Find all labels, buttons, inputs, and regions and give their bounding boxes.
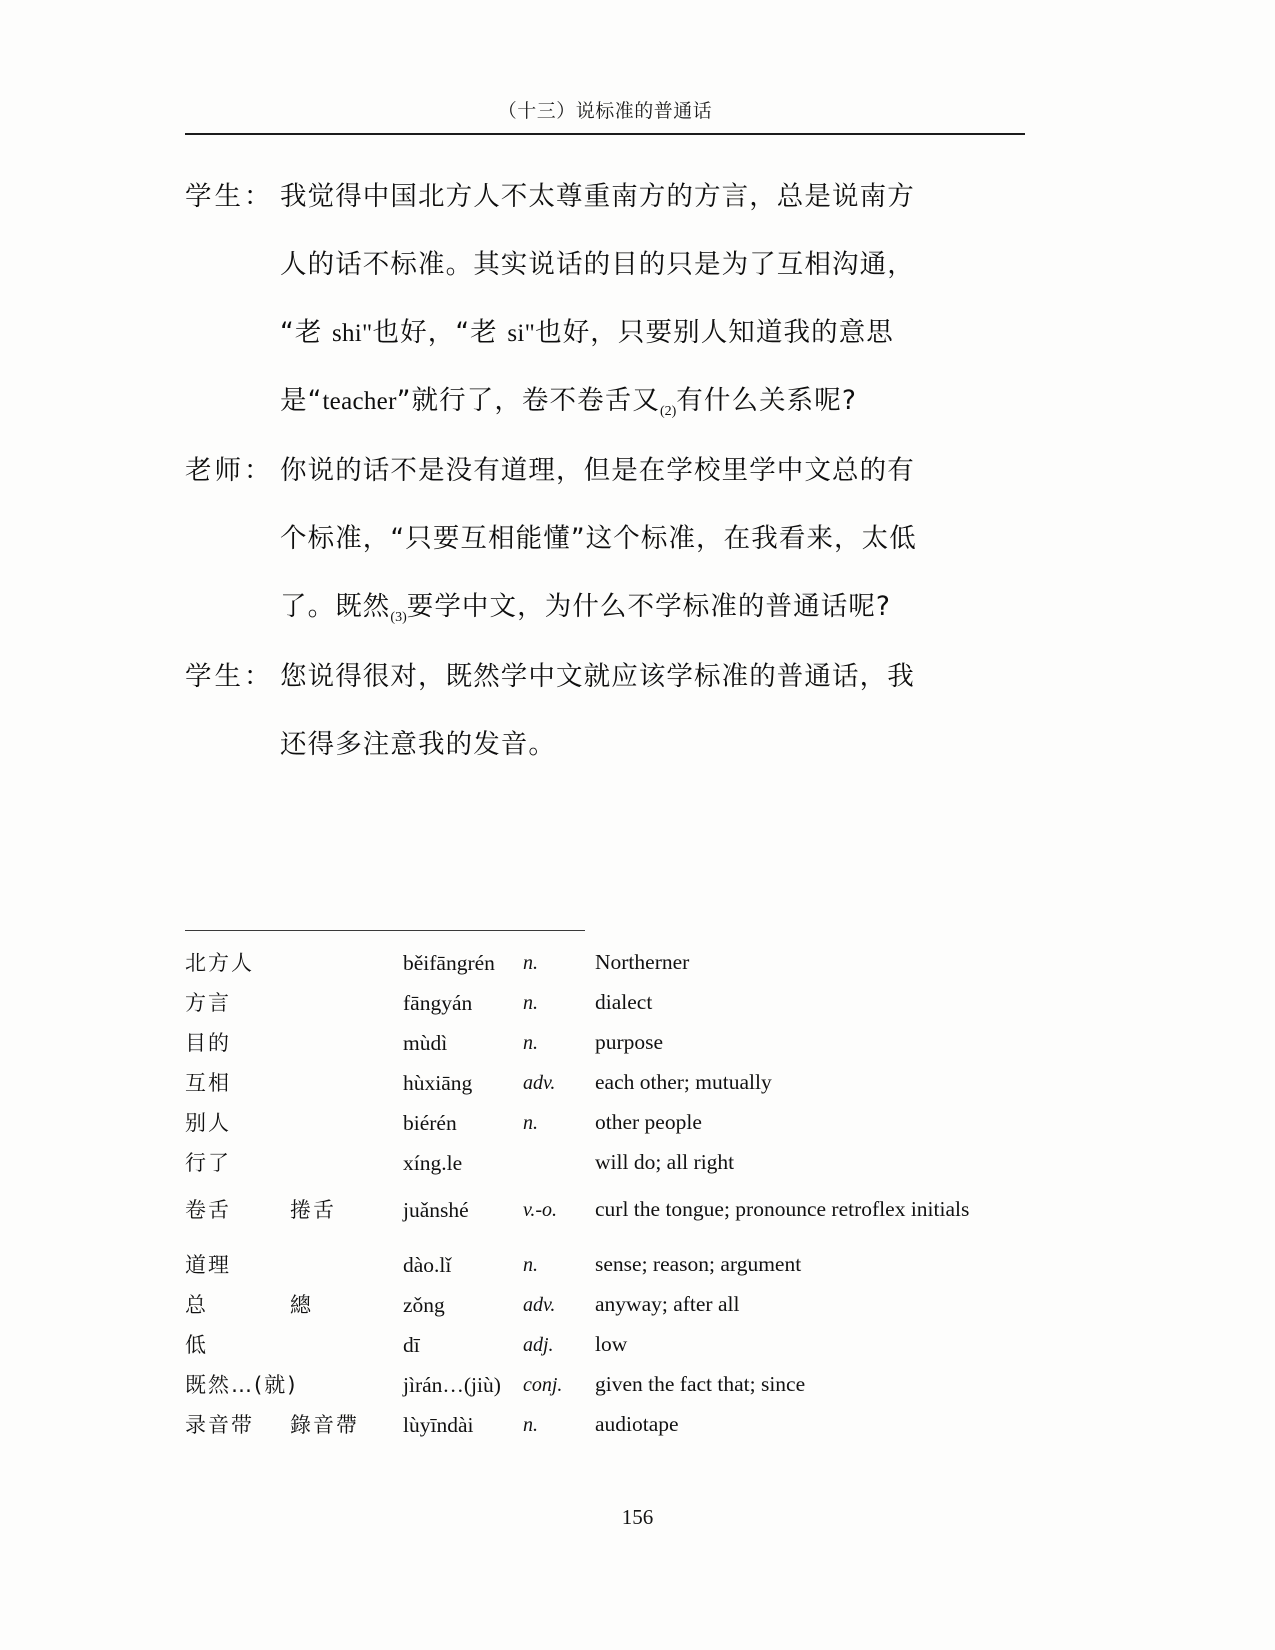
- dialogue-line: [185, 643, 1045, 711]
- vocabulary-row: [185, 1405, 1065, 1445]
- vocab-simplified: 卷舌: [185, 1198, 231, 1222]
- vocabulary-row: [185, 1245, 1065, 1285]
- han-text: ”就行了，卷不卷舌又: [396, 385, 660, 416]
- vocab-traditional: 錄音帶: [290, 1413, 359, 1437]
- han-text: 我觉得中国北方人不太尊重南方的方言，总是说南方: [280, 181, 915, 212]
- vocabulary-list: [185, 943, 1065, 1445]
- vocab-part-of-speech: n.: [523, 992, 538, 1014]
- latin-term: shi": [331, 320, 373, 347]
- vocab-pinyin: dào.lǐ: [403, 1253, 452, 1277]
- vocab-pinyin: dī: [403, 1333, 420, 1357]
- note-reference: (2): [659, 404, 677, 419]
- vocab-pinyin: lùyīndài: [403, 1413, 474, 1437]
- vocab-simplified: 北方人: [185, 951, 254, 975]
- header-divider: [185, 133, 1025, 135]
- vocab-definition: low: [595, 1332, 628, 1356]
- vocabulary-row: [185, 1103, 1065, 1143]
- vocab-simplified: 行了: [185, 1151, 231, 1175]
- vocab-part-of-speech: adj.: [523, 1334, 554, 1356]
- vocab-part-of-speech: adv.: [523, 1072, 556, 1094]
- han-text: 是“: [280, 385, 323, 416]
- vocabulary-row: [185, 1063, 1065, 1103]
- dialogue-line: [185, 299, 1045, 367]
- han-text: 也好，只要别人知道我的意思: [535, 317, 894, 348]
- vocab-part-of-speech: n.: [523, 1112, 538, 1134]
- vocabulary-row: [185, 983, 1065, 1023]
- vocabulary-row: [185, 1023, 1065, 1063]
- vocab-part-of-speech: n.: [523, 1254, 538, 1276]
- latin-term: teacher: [322, 388, 397, 415]
- vocab-simplified: 低: [185, 1333, 208, 1357]
- vocabulary-section: [185, 930, 1065, 1445]
- vocabulary-row: [185, 1143, 1065, 1183]
- dialogue-line: [185, 163, 1045, 231]
- vocab-traditional: 捲舌: [290, 1198, 336, 1222]
- vocab-simplified: 别人: [185, 1111, 231, 1135]
- dialogue-text: [280, 643, 1045, 711]
- vocabulary-row: [185, 1325, 1065, 1365]
- vocab-definition: will do; all right: [595, 1150, 735, 1174]
- vocab-definition: curl the tongue; pronounce retroflex initials: [595, 1197, 970, 1221]
- han-text: 要学中文，为什么不学标准的普通话呢?: [406, 591, 892, 622]
- vocab-definition: anyway; after all: [595, 1292, 740, 1316]
- vocab-simplified: 目的: [185, 1031, 231, 1055]
- dialogue-text: [280, 573, 1045, 652]
- vocab-pinyin: xíng.le: [403, 1151, 463, 1175]
- page-footer: [0, 1505, 1275, 1530]
- vocab-simplified: 道理: [185, 1253, 231, 1277]
- page-header: [185, 96, 1025, 123]
- han-text: 您说得很对，既然学中文就应该学标准的普通话，我: [280, 661, 915, 692]
- dialogue-line: [185, 437, 1045, 505]
- vocab-definition: other people: [595, 1110, 702, 1134]
- vocabulary-row: [185, 1183, 1065, 1245]
- vocab-pinyin: jìrán…(jiù): [403, 1373, 501, 1397]
- vocab-definition: dialect: [595, 990, 653, 1014]
- vocab-pinyin: fāngyán: [403, 991, 473, 1015]
- vocab-definition: sense; reason; argument: [595, 1252, 802, 1276]
- vocab-traditional: 總: [290, 1293, 313, 1317]
- dialogue-text: [280, 299, 1045, 368]
- vocabulary-divider: [185, 930, 585, 931]
- han-text: 了。既然: [280, 591, 391, 622]
- dialogue-section: [185, 163, 1045, 781]
- speaker-label: 老师：: [185, 455, 274, 486]
- dialogue-text: [280, 367, 1045, 446]
- dialogue-turn: [185, 643, 1045, 779]
- vocab-definition: purpose: [595, 1030, 664, 1054]
- vocab-definition: audiotape: [595, 1412, 679, 1436]
- vocab-simplified: 总: [185, 1293, 208, 1317]
- vocab-part-of-speech: n.: [523, 1032, 538, 1054]
- vocab-part-of-speech: n.: [523, 1414, 538, 1436]
- vocab-pinyin: biérén: [403, 1111, 457, 1135]
- dialogue-text: [280, 437, 1045, 505]
- han-text: 有什么关系呢?: [676, 385, 858, 416]
- dialogue-text: [280, 505, 1045, 573]
- note-reference: (3): [390, 610, 407, 625]
- dialogue-text: [280, 231, 1045, 299]
- han-text: 个标准，“只要互相能懂”这个标准，在我看来，太低: [280, 523, 917, 554]
- vocab-simplified: 录音带: [185, 1413, 254, 1437]
- speaker-label: 学生：: [185, 181, 274, 212]
- dialogue-line: [185, 573, 1045, 641]
- page-number: 156: [621, 1505, 654, 1529]
- vocab-part-of-speech: adv.: [523, 1294, 556, 1316]
- vocab-part-of-speech: v.-o.: [523, 1199, 558, 1221]
- vocab-simplified: 互相: [185, 1071, 231, 1095]
- han-text: 人的话不标准。其实说话的目的只是为了互相沟通，: [280, 249, 915, 280]
- speaker-label: 学生：: [185, 661, 274, 692]
- vocab-pinyin: hùxiāng: [403, 1071, 473, 1095]
- dialogue-line: [185, 505, 1045, 573]
- chapter-title: （十三）说标准的普通话: [497, 100, 713, 122]
- dialogue-line: [185, 711, 1045, 779]
- vocab-definition: given the fact that; since: [595, 1372, 806, 1396]
- vocabulary-row: [185, 1285, 1065, 1325]
- dialogue-line: [185, 231, 1045, 299]
- vocabulary-row: [185, 1365, 1065, 1405]
- dialogue-text: [280, 163, 1045, 231]
- vocab-pinyin: zǒng: [403, 1293, 445, 1317]
- vocab-part-of-speech: n.: [523, 952, 538, 974]
- vocab-definition: each other; mutually: [595, 1070, 772, 1094]
- dialogue-turn: [185, 437, 1045, 641]
- han-text: “老: [280, 317, 332, 348]
- vocab-part-of-speech: conj.: [523, 1374, 563, 1396]
- dialogue-turn: [185, 163, 1045, 435]
- vocab-pinyin: mùdì: [403, 1031, 448, 1055]
- vocab-pinyin: juǎnshé: [403, 1198, 469, 1222]
- dialogue-line: [185, 367, 1045, 435]
- han-text: 也好，“老: [372, 317, 508, 348]
- dialogue-text: [280, 711, 1045, 779]
- vocab-simplified: 既然…(就): [185, 1373, 298, 1397]
- vocab-pinyin: běifāngrén: [403, 951, 495, 975]
- vocabulary-row: [185, 943, 1065, 983]
- han-text: 还得多注意我的发音。: [280, 729, 556, 760]
- vocab-definition: Northerner: [595, 950, 690, 974]
- latin-term: si": [507, 320, 536, 347]
- vocab-simplified: 方言: [185, 991, 231, 1015]
- han-text: 你说的话不是没有道理，但是在学校里学中文总的有: [280, 455, 915, 486]
